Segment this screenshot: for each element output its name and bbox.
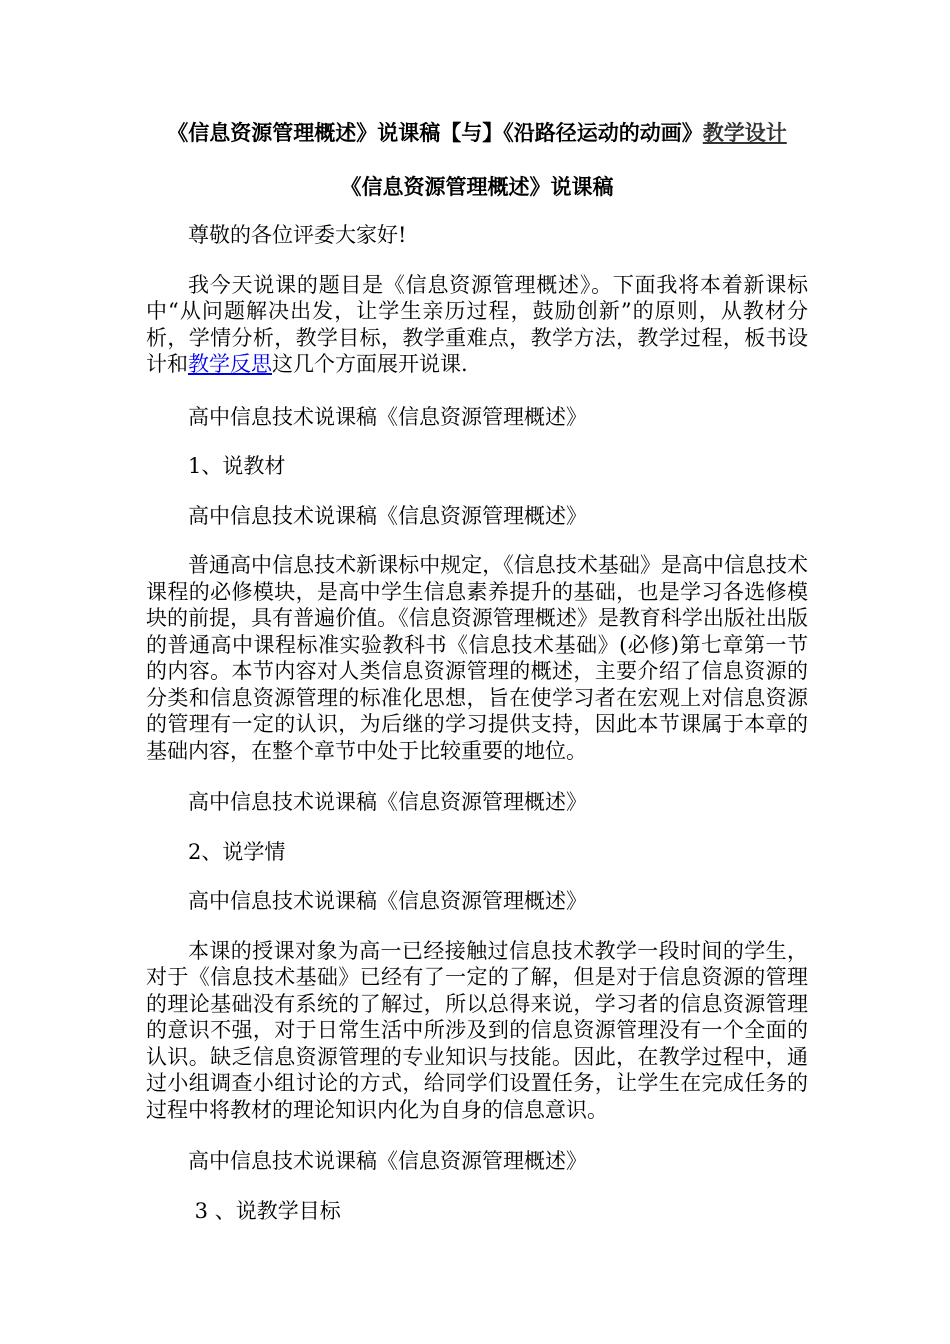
section-2-body: 本课的授课对象为高一已经接触过信息技术教学一段时间的学生，对于《信息技术基础》已经有了一定的了解，但是对于信息资源的管理的理论基础没有系统的了解过，所以总得来说，学习者的信息资源管理的意识不强，对于日常生活中所涉及到的信息资源管理没有一个全面的认识。缺乏信息资源管理的专业知识与技能。因此，在教学过程中，通过小组调查小组讨论的方式，给同学们设置任务，让学生在完成任务的过程中将教材的理论知识内化为自身的信息意识。 [146,938,808,1122]
document-title-text: 《信息资源管理概述》说课稿【与】《沿路径运动的动画》 [167,121,703,145]
section-1-body: 普通高中信息技术新课标中规定，《信息技术基础》是高中信息技术课程的必修模块，是高中学生信息素养提升的基础，也是学习各选修模块的前提，具有普遍价值。《信息资源管理概述》是教育科学出版社出版的普通高中课程标准实验教科书《信息技术基础》(必修)第七章第一节的内容。本节内容对人类信息资源管理的概述，主要介绍了信息资源的分类和信息资源管理的标准化思想，旨在使学习者在宏观上对信息资源的管理有一定的认识，为后继的学习提供支持，因此本节课属于本章的基础内容，在整个章节中处于比较重要的地位。 [146,553,808,763]
document-title-link[interactable]: 教学设计 [702,121,787,145]
header-repeat-3: 高中信息技术说课稿《信息资源管理概述》 [188,790,587,814]
header-repeat-4: 高中信息技术说课稿《信息资源管理概述》 [188,889,587,913]
intro-text: 我今天说课的题目是《信息资源管理概述》。下面我将本着新课标中“从问题解决出发，让学生亲历过程，鼓励创新”的原则，从教材分析，学情分析，教学目标，教学重难点，教学方法，教学过程，板书设计和 [146,272,808,376]
teaching-reflection-link[interactable]: 教学反思 [188,352,272,376]
section-heading-3: 3 、说教学目标 [188,1198,341,1223]
header-repeat-2: 高中信息技术说课稿《信息资源管理概述》 [188,503,587,528]
header-repeat-5: 高中信息技术说课稿《信息资源管理概述》 [188,1149,587,1173]
section-heading-1: 1、说教材 [188,454,286,478]
intro-text-end: 这几个方面展开说课. [272,352,468,376]
document-title [146,118,808,148]
intro-paragraph [146,272,808,378]
document-page [146,118,808,1224]
greeting-paragraph: 尊敬的各位评委大家好! [188,223,407,247]
document-subtitle: 《信息资源管理概述》说课稿 [340,175,614,199]
section-heading-2: 2、说学情 [188,839,286,864]
header-repeat-1: 高中信息技术说课稿《信息资源管理概述》 [188,404,587,429]
